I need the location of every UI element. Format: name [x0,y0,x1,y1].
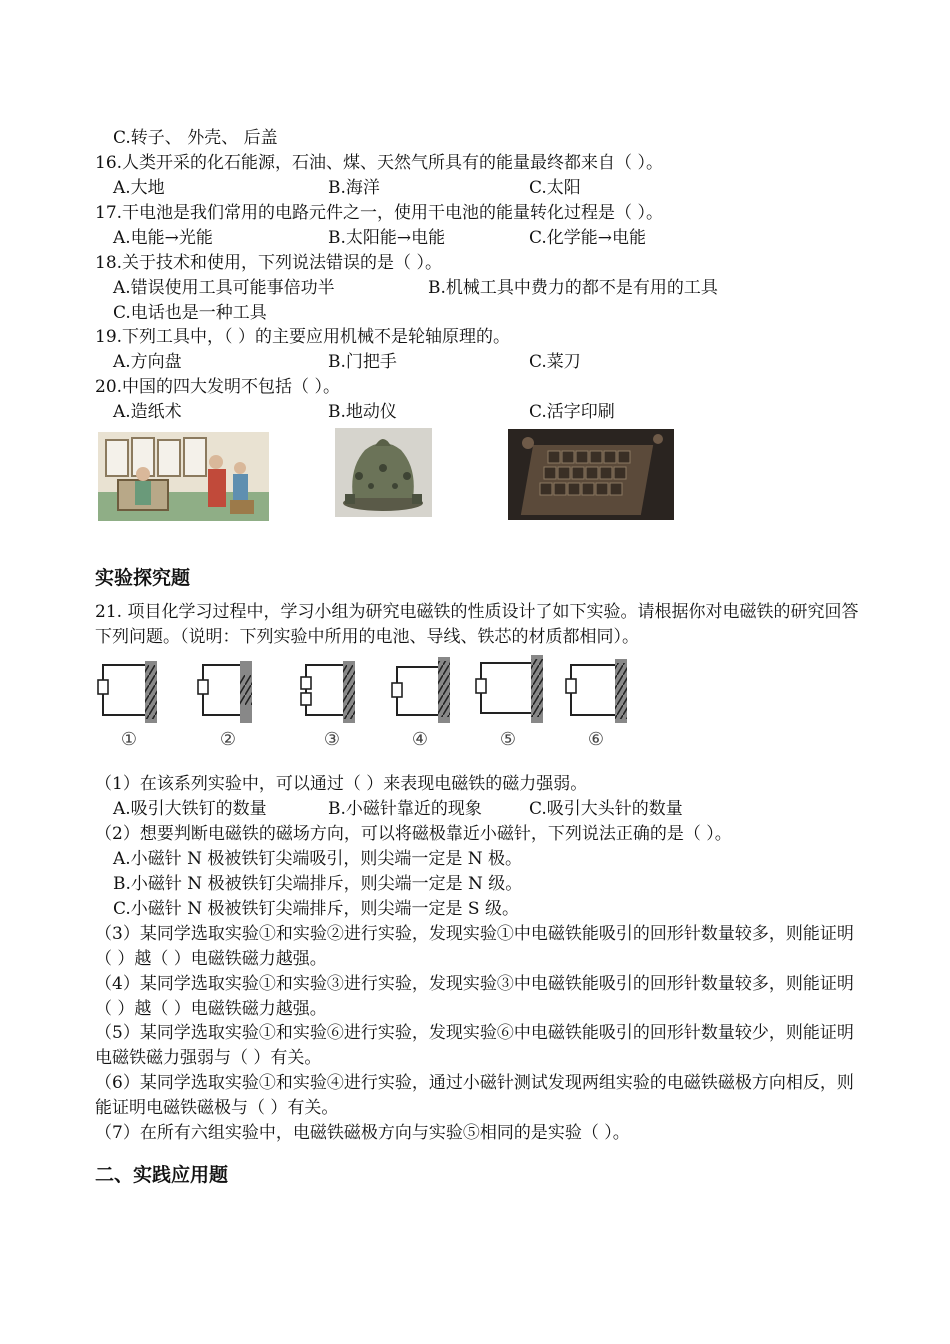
q19-option-c: C.菜刀 [529,352,581,372]
sub-q4: （4）某同学选取实验①和实验③进行实验，发现实验③中电磁铁能吸引的回形针数量较多，则能证明（ ）越（ ）电磁铁磁力越强。 [95,974,854,1019]
q16-option-a: A.大地 [113,178,165,198]
q15-option-c: C.转子、 外壳、 后盖 [113,128,278,148]
q20-option-b: B.地动仪 [328,402,397,422]
sub-q2: （2）想要判断电磁铁的磁场方向，可以将磁极靠近小磁针，下列说法正确的是（ ）。 [95,824,732,844]
circuit-label-4: ④ [411,729,429,750]
q20-option-a: A.造纸术 [113,402,182,422]
q19-option-b: B.门把手 [328,352,397,372]
sub-q1: （1）在该系列实验中，可以通过（ ）来表现电磁铁的磁力强弱。 [95,774,588,794]
q20-option-c: C.活字印刷 [529,402,615,422]
circuit-label-5: ⑤ [499,729,517,750]
papermaking-image [98,432,269,521]
circuit-label-2: ② [219,729,237,750]
q18-option-c: C.电话也是一种工具 [113,303,267,323]
q19-option-a: A.方向盘 [113,352,182,372]
sub-q2-option-b: B.小磁针 N 极被铁钉尖端排斥，则尖端一定是 N 级。 [113,874,523,894]
circuit-1 [98,661,157,723]
q16-option-b: B.海洋 [328,178,380,198]
sub-q2-option-a: A.小磁针 N 极被铁钉尖端吸引，则尖端一定是 N 极。 [113,849,523,869]
circuit-diagrams [95,655,640,725]
circuit-5 [476,655,543,723]
sub-q3: （3）某同学选取实验①和实验②进行实验，发现实验①中电磁铁能吸引的回形针数量较多，则能证明（ ）越（ ）电磁铁磁力越强。 [95,924,854,969]
movable-type-image [508,429,674,520]
q19-stem: 19.下列工具中，（ ）的主要应用机械不是轮轴原理的。 [95,327,510,347]
sub-q1-option-b: B.小磁针靠近的现象 [328,799,482,819]
q17-option-b: B.太阳能→电能 [328,228,446,248]
q17-option-a: A.电能→光能 [113,228,213,248]
circuit-6 [566,659,627,723]
q18-option-a: A.错误使用工具可能事倍功半 [113,278,335,298]
circuit-3 [301,661,355,723]
circuit-label-3: ③ [323,729,341,750]
q20-stem: 20.中国的四大发明不包括（ ）。 [95,377,340,397]
sub-q5: （5）某同学选取实验①和实验⑥进行实验，发现实验⑥中电磁铁能吸引的回形针数量较少，则能证明电磁铁磁力强弱与（ ）有关。 [95,1023,854,1068]
circuit-2 [198,661,252,723]
circuit-label-1: ① [120,729,138,750]
sub-q1-option-a: A.吸引大铁钉的数量 [113,799,267,819]
section-practice-heading: 二、实践应用题 [95,1164,229,1186]
sub-q6: （6）某同学选取实验①和实验④进行实验，通过小磁针测试发现两组实验的电磁铁磁极方向相反，则能证明电磁铁磁极与（ ）有关。 [95,1073,854,1118]
q17-option-c: C.化学能→电能 [529,228,647,248]
sub-q2-option-c: C.小磁针 N 极被铁钉尖端排斥，则尖端一定是 S 级。 [113,899,519,919]
section-experiment-heading: 实验探究题 [95,567,191,589]
circuit-label-6: ⑥ [587,729,605,750]
q18-option-b: B.机械工具中费力的都不是有用的工具 [428,278,718,298]
q16-option-c: C.太阳 [529,178,581,198]
sub-q1-option-c: C.吸引大头针的数量 [529,799,683,819]
circuit-4 [392,657,450,723]
seismograph-image [335,428,432,517]
q16-stem: 16.人类开采的化石能源，石油、煤、天然气所具有的能量最终都来自（ ）。 [95,153,663,173]
q17-stem: 17.干电池是我们常用的电路元件之一，使用干电池的能量转化过程是（ ）。 [95,203,663,223]
q21-intro: 21. 项目化学习过程中，学习小组为研究电磁铁的性质设计了如下实验。请根据你对电磁铁的研究回答下列问题。（说明：下列实验中所用的电池、导线、铁芯的材质都相同）。 [95,602,859,647]
q18-stem: 18.关于技术和使用，下列说法错误的是（ ）。 [95,253,442,273]
sub-q7: （7）在所有六组实验中，电磁铁磁极方向与实验⑤相同的是实验（ ）。 [95,1123,630,1143]
